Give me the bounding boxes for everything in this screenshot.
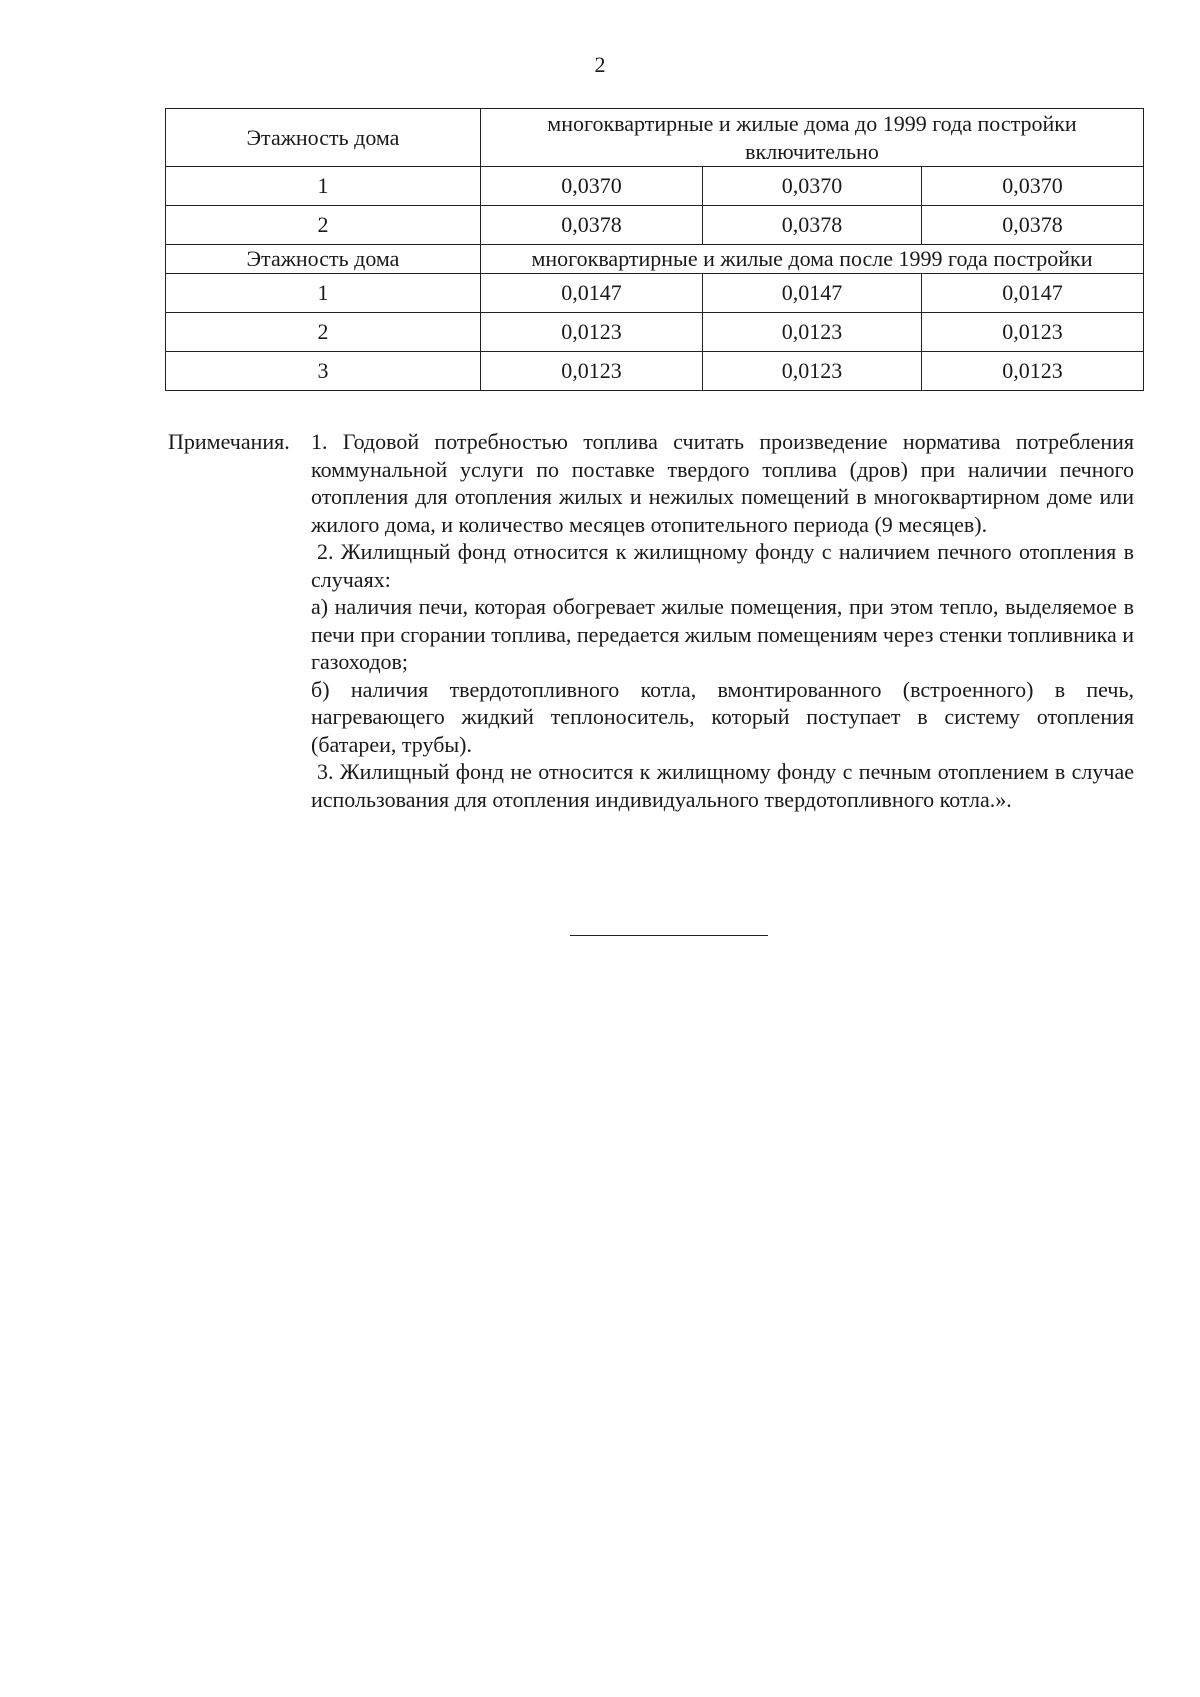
value-cell: 0,0123: [481, 313, 703, 352]
table-row: [166, 206, 1144, 245]
value-cell: 0,0370: [481, 167, 703, 206]
floors-header: Этажность дома: [166, 245, 481, 274]
note-2: 2. Жилищный фонд относится к жилищному фонду с наличием печного отопления в случаях:: [311, 539, 1134, 592]
note-3: 3. Жилищный фонд не относится к жилищному фонду с печным отоплением в случае использования для отопления индивидуального твердотопливного котла.».: [311, 759, 1134, 812]
value-cell: 0,0123: [481, 352, 703, 391]
page-number: 2: [594, 52, 606, 77]
floors-cell: 2: [166, 206, 481, 245]
floors-cell: 1: [166, 274, 481, 313]
notes-body: [311, 428, 1134, 813]
floors-header: Этажность дома: [166, 109, 481, 167]
value-cell: 0,0147: [922, 274, 1144, 313]
value-cell: 0,0147: [481, 274, 703, 313]
end-divider: [570, 935, 768, 936]
table-row: [166, 313, 1144, 352]
note-2a: а) наличия печи, которая обогревает жилые помещения, при этом тепло, выделяемое в печи при сгорании топлива, передается жилым помещениям через стенки топливника и газоходов;: [311, 594, 1135, 674]
value-cell: 0,0378: [703, 206, 922, 245]
value-cell: 0,0378: [481, 206, 703, 245]
table-row: [166, 167, 1144, 206]
norm-table: [165, 108, 1144, 391]
value-cell: 0,0370: [922, 167, 1144, 206]
table-header-row: [166, 109, 1144, 167]
floors-cell: 1: [166, 167, 481, 206]
table-row: [166, 352, 1144, 391]
value-cell: 0,0123: [922, 352, 1144, 391]
note-2b: б) наличия твердотопливного котла, вмонтированного (встроенного) в печь, нагревающего жидкий теплоноситель, который поступает в систему отопления (батареи, трубы).: [311, 676, 1134, 757]
value-cell: 0,0370: [703, 167, 922, 206]
floors-cell: 3: [166, 352, 481, 391]
value-cell: 0,0378: [922, 206, 1144, 245]
table-header-row: [166, 245, 1144, 274]
value-cell: 0,0123: [922, 313, 1144, 352]
group-header-after-1999: многоквартирные и жилые дома после 1999 года постройки: [481, 245, 1144, 274]
value-cell: 0,0123: [703, 313, 922, 352]
notes-label: Примечания.: [168, 429, 290, 454]
floors-cell: 2: [166, 313, 481, 352]
group-header-before-1999: многоквартирные и жилые дома до 1999 года постройки включительно: [481, 109, 1144, 167]
note-1: 1. Годовой потребностью топлива считать произведение норматива потребления коммунальной услуги по поставке твердого топлива (дров) при наличии печного отопления для отопления жилых и нежилых помещений в многоквартирном доме или жилого дома, и количество месяцев отопительного периода (9 месяцев).: [311, 429, 1134, 537]
table-row: [166, 274, 1144, 313]
value-cell: 0,0123: [703, 352, 922, 391]
value-cell: 0,0147: [703, 274, 922, 313]
